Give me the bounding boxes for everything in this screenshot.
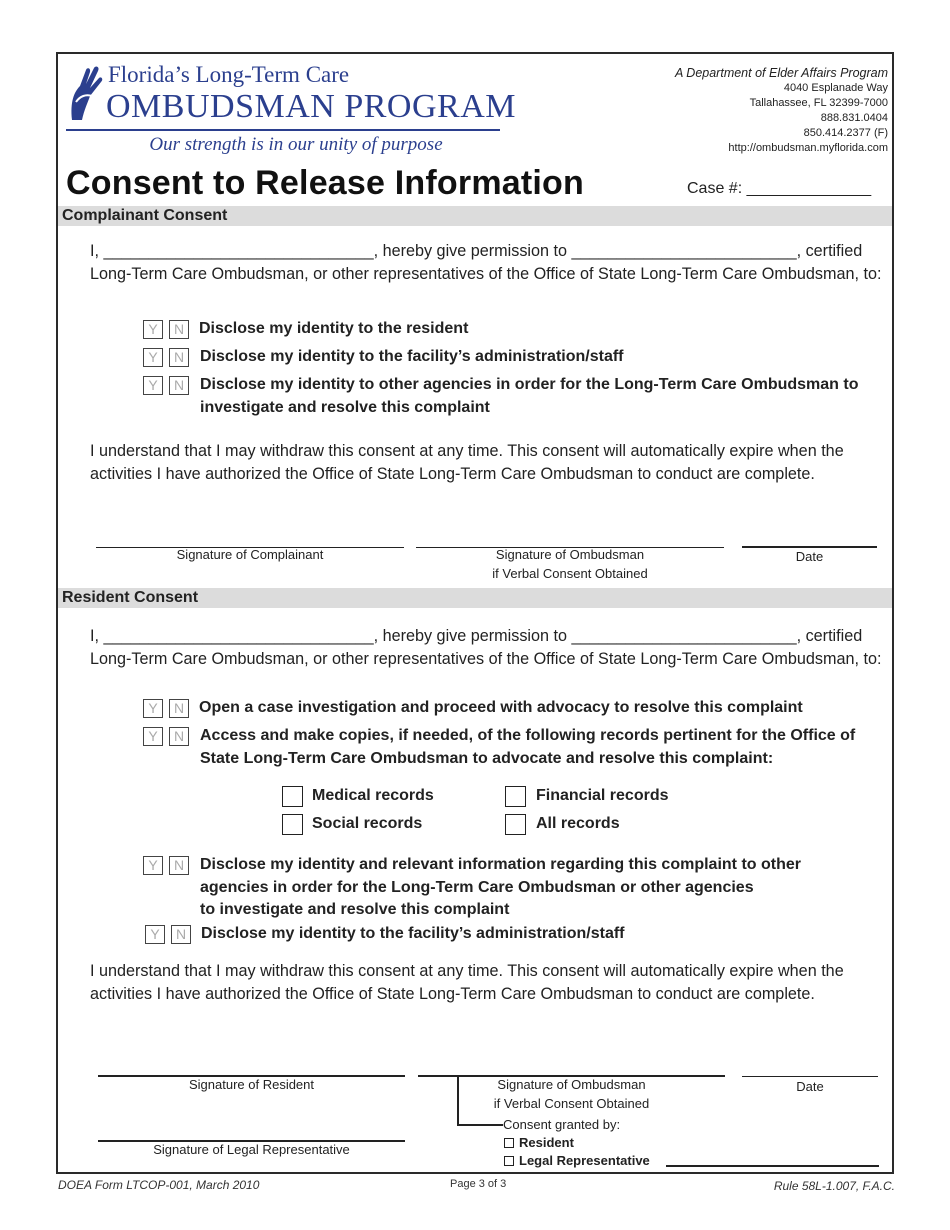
phone-number: 888.831.0404 — [820, 112, 888, 124]
complainant-opt3-label: Disclose my identity to other agencies in order for the Long-Term Care Ombudsman to investigate and resolve this complaint — [200, 376, 859, 416]
granted-legal-checkbox[interactable] — [504, 1156, 514, 1166]
complainant-opt1-no-box[interactable]: N — [169, 320, 189, 339]
fax-number: 850.414.2377 (F) — [803, 127, 888, 139]
complainant-opt1-yes-box[interactable]: Y — [143, 320, 163, 339]
ombudsman-signature-label-line1: Signature of Ombudsman — [495, 547, 645, 562]
medical-records-checkbox[interactable] — [282, 786, 303, 807]
resident-withdraw-text: I understand that I may withdraw this consent at any time. This consent will automatically expire when the activities I have authorized the Office of State Long-Term Care Ombudsman to conduct are complete. — [90, 962, 844, 1003]
resident-opt1-label: Open a case investigation and proceed with advocacy to resolve this complaint — [199, 699, 803, 716]
financial-records-checkbox[interactable] — [505, 786, 526, 807]
complainant-date-label: Date — [795, 549, 824, 564]
resident-ombudsman-signature-label — [418, 1075, 725, 1113]
granted-resident-checkbox[interactable] — [504, 1138, 514, 1148]
resident-opt3-line3: to investigate and resolve this complaint — [200, 901, 510, 918]
complainant-opt2-yes-box[interactable]: Y — [143, 348, 163, 367]
resident-opt3-line1: Disclose my identity and relevant information regarding this complaint to other — [200, 856, 801, 873]
complainant-ombudsman-signature-label — [416, 545, 724, 583]
complainant-opt2-label: Disclose my identity to the facility’s administration/staff — [200, 348, 624, 365]
financial-records-label: Financial records — [536, 787, 669, 804]
consent-granted-by-label: Consent granted by: — [503, 1117, 621, 1132]
granted-resident-label: Resident — [519, 1135, 574, 1150]
city-address: Tallahassee, FL 32399-7000 — [749, 97, 888, 109]
resident-opt3-line2: agencies in order for the Long-Term Care Ombudsman or other agencies — [200, 878, 754, 896]
resident-opt1-yes-box[interactable]: Y — [143, 699, 163, 718]
resident-opt2-yes-box[interactable]: Y — [143, 727, 163, 746]
granted-legal-label: Legal Representative — [519, 1153, 650, 1168]
medical-records-label: Medical records — [312, 787, 434, 804]
complainant-intro[interactable]: I, ______________________________, hereby give permission to _________________________, certified Long-Term Care Ombudsman, or other representatives of the Office of State Long-Term Care Ombudsman, to: — [90, 242, 882, 283]
resident-date-label: Date — [796, 1079, 824, 1094]
case-number-field[interactable]: Case #: ______________ — [687, 180, 872, 197]
bracket-horizontal-line — [457, 1124, 503, 1126]
resident-ombudsman-label-line2: if Verbal Consent Obtained — [493, 1096, 650, 1111]
resident-opt4-yes-box[interactable]: Y — [145, 925, 165, 944]
address-block — [675, 66, 888, 156]
hands-logo-icon — [66, 62, 104, 124]
page-title: Consent to Release Information — [66, 164, 584, 202]
logo-rule — [66, 129, 500, 131]
website-link[interactable]: http://ombudsman.myflorida.com — [728, 142, 888, 154]
complainant-signature-label: Signature of Complainant — [176, 547, 324, 562]
resident-opt3-label — [200, 854, 801, 922]
complainant-opt2-no-box[interactable]: N — [169, 348, 189, 367]
resident-opt2-no-box[interactable]: N — [169, 727, 189, 746]
street-address: 4040 Esplanade Way — [783, 82, 888, 94]
complainant-withdraw-text: I understand that I may withdraw this consent at any time. This consent will automatically expire when the activities I have authorized the Office of State Long-Term Care Ombudsman to conduct are complete. — [90, 442, 844, 483]
resident-section-header — [58, 588, 892, 608]
granted-resident-option[interactable] — [504, 1135, 574, 1150]
department-name: A Department of Elder Affairs Program — [674, 66, 888, 80]
resident-opt3-no-box[interactable]: N — [169, 856, 189, 875]
resident-ombudsman-label-line1: Signature of Ombudsman — [497, 1077, 646, 1092]
resident-opt1-no-box[interactable]: N — [169, 699, 189, 718]
page-number: Page 3 of 3 — [450, 1178, 507, 1190]
bracket-vertical-line — [457, 1077, 459, 1125]
social-records-label: Social records — [312, 815, 423, 832]
complainant-section-header — [58, 206, 892, 226]
complainant-opt3-no-box[interactable]: N — [169, 376, 189, 395]
resident-opt3-yes-box[interactable]: Y — [143, 856, 163, 875]
complainant-heading: Complainant Consent — [62, 207, 228, 224]
form-number: DOEA Form LTCOP-001, March 2010 — [58, 1178, 260, 1192]
legal-rep-name-line[interactable] — [666, 1165, 879, 1167]
resident-intro[interactable]: I, ______________________________, hereby give permission to _________________________, certified Long-Term Care Ombudsman, or other representatives of the Office of State Long-Term Care Ombudsman, to: — [90, 627, 882, 668]
resident-opt2-label: Access and make copies, if needed, of the following records pertinent for the Office of State Long-Term Care Ombudsman to advocate and resolve this complaint: — [200, 727, 856, 767]
resident-heading: Resident Consent — [62, 589, 199, 606]
ombudsman-signature-label-line2: if Verbal Consent Obtained — [492, 566, 648, 581]
rule-number: Rule 58L-1.007, F.A.C. — [773, 1179, 895, 1193]
logo-tagline: Our strength is in our unity of purpose — [149, 134, 443, 155]
logo-line1: Florida’s Long-Term Care — [108, 62, 350, 87]
resident-opt4-label: Disclose my identity to the facility’s administration/staff — [201, 925, 625, 942]
all-records-checkbox[interactable] — [505, 814, 526, 835]
social-records-checkbox[interactable] — [282, 814, 303, 835]
all-records-label: All records — [536, 815, 620, 832]
complainant-opt3-yes-box[interactable]: Y — [143, 376, 163, 395]
logo-line2: OMBUDSMAN PROGRAM — [106, 88, 516, 125]
resident-signature-label: Signature of Resident — [188, 1077, 315, 1092]
complainant-opt1-label: Disclose my identity to the resident — [199, 320, 469, 337]
legal-rep-signature-label: Signature of Legal Representative — [153, 1142, 350, 1157]
resident-opt4-no-box[interactable]: N — [171, 925, 191, 944]
granted-legal-option[interactable] — [504, 1153, 650, 1168]
